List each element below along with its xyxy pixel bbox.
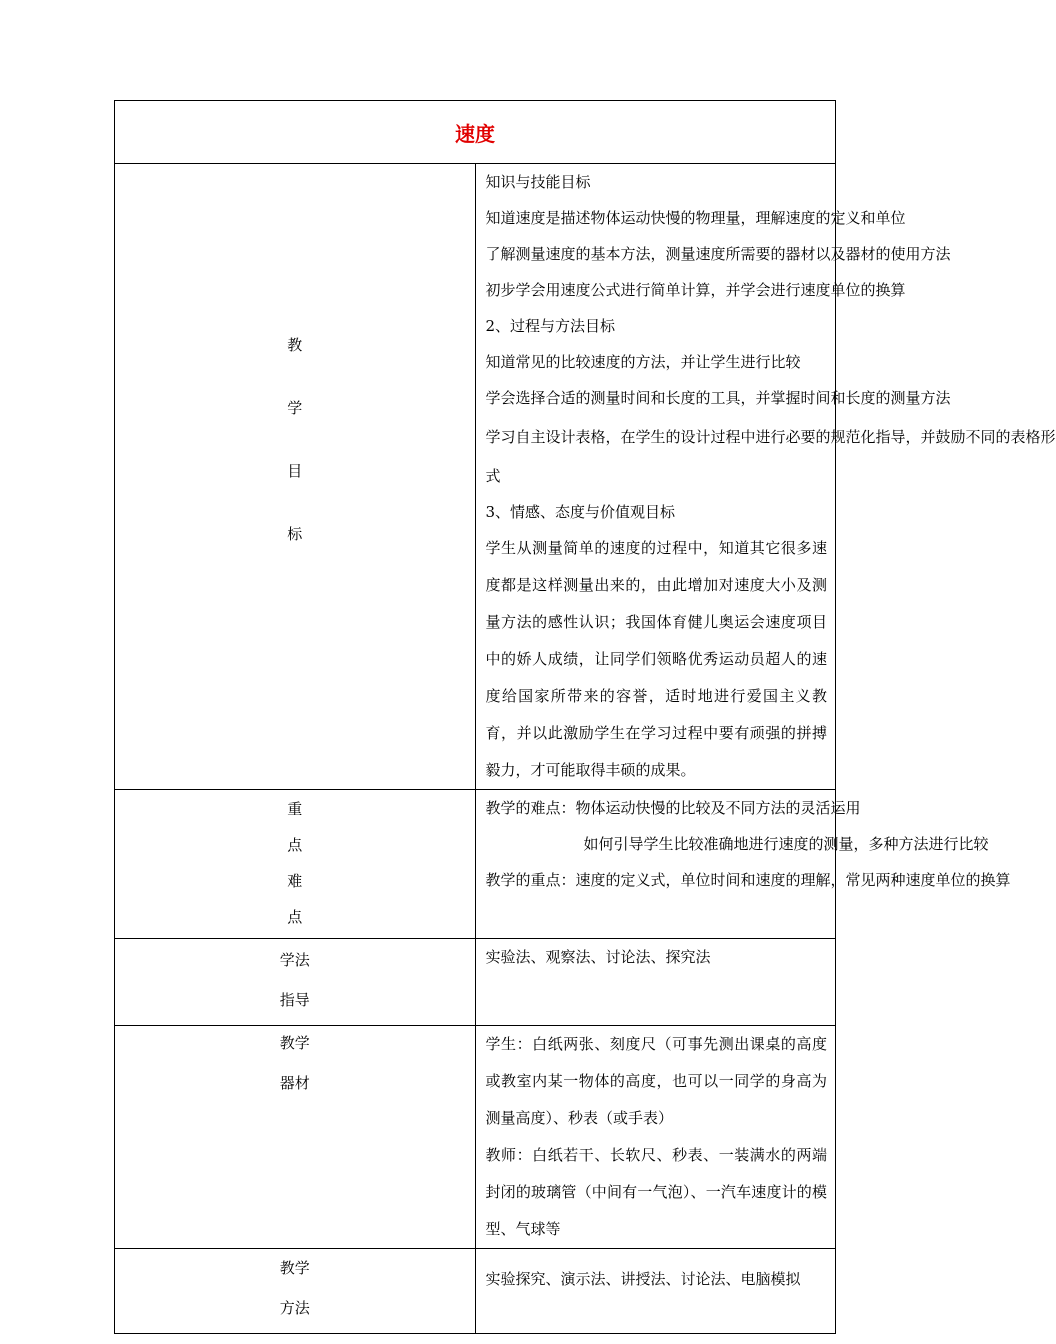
objective-paragraph: 学生从测量简单的速度的过程中，知道其它很多速度都是这样测量出来的，由此增加对速度大小及测量方法的感性认识；我国体育健儿奥运会速度项目中的娇人成绩，让同学们领略优秀运动员超人的速度给国家所带来的容誉，适时地进行爱国主义教育，并以此激励学生在学习过程中要有顽强的拼搏毅力，才可能取得丰硕的成果。 bbox=[485, 539, 827, 779]
objective-line: 知道常见的比较速度的方法，并让学生进行比较 bbox=[485, 353, 801, 371]
key-points-label-char: 点 bbox=[287, 908, 303, 926]
objective-line: 知识与技能目标 bbox=[485, 173, 591, 191]
equipment-student-text: 学生：白纸两张、刻度尺（可事先测出课桌的高度或教室内某一物体的高度，也可以一同学的身高为测量高度）、秒表（或手表） bbox=[485, 1035, 827, 1127]
methods-label bbox=[115, 1249, 476, 1334]
objective-line: 了解测量速度的基本方法，测量速度所需要的器材以及器材的使用方法 bbox=[485, 245, 951, 263]
key-points-row bbox=[115, 790, 836, 939]
key-points-label-char: 点 bbox=[287, 836, 303, 854]
objectives-content bbox=[475, 164, 1056, 790]
objectives-label-char: 目 bbox=[287, 462, 303, 480]
methods-row bbox=[115, 1249, 836, 1334]
lesson-plan-table bbox=[114, 100, 1056, 1334]
learning-guide-content bbox=[475, 939, 836, 1026]
key-points-label-char: 难 bbox=[287, 872, 303, 890]
objective-line: 3、情感、态度与价值观目标 bbox=[485, 503, 676, 521]
equipment-teacher-text: 教师：白纸若干、长软尺、秒表、一装满水的两端封闭的玻璃管（中间有一气泡）、一汽车速度计的模型、气球等 bbox=[485, 1146, 827, 1238]
learning-guide-label-line: 学法 bbox=[279, 951, 310, 969]
equipment-content bbox=[475, 1026, 836, 1249]
equipment-row bbox=[115, 1026, 836, 1249]
key-difficulty-line-2: 如何引导学生比较准确地进行速度的测量，多种方法进行比较 bbox=[583, 835, 989, 853]
objective-line: 学会选择合适的测量时间和长度的工具，并掌握时间和长度的测量方法 bbox=[485, 389, 951, 407]
learning-guide-label-line: 指导 bbox=[279, 991, 310, 1009]
objectives-label-char: 学 bbox=[287, 399, 303, 417]
equipment-label-line: 教学 bbox=[279, 1034, 310, 1052]
learning-guide-text: 实验法、观察法、讨论法、探究法 bbox=[485, 948, 711, 966]
objective-line: 式 bbox=[485, 467, 501, 485]
objectives-row bbox=[115, 164, 836, 790]
page-title: 速度 bbox=[455, 121, 495, 146]
key-points-label-char: 重 bbox=[287, 800, 303, 818]
objectives-label-char: 教 bbox=[287, 336, 303, 354]
learning-guide-label bbox=[115, 939, 476, 1026]
key-points-content bbox=[475, 790, 1011, 939]
objective-line: 学习自主设计表格，在学生的设计过程中进行必要的规范化指导，并鼓励不同的表格形 bbox=[485, 428, 1056, 446]
objectives-label-char: 标 bbox=[287, 525, 303, 543]
equipment-label-line: 器材 bbox=[279, 1074, 310, 1092]
methods-content bbox=[475, 1249, 836, 1334]
objective-line: 2、过程与方法目标 bbox=[485, 317, 616, 335]
objectives-label bbox=[115, 164, 476, 790]
learning-guide-row bbox=[115, 939, 836, 1026]
objective-line: 初步学会用速度公式进行简单计算，并学会进行速度单位的换算 bbox=[485, 281, 906, 299]
title-cell bbox=[115, 101, 836, 164]
methods-label-line: 教学 bbox=[279, 1259, 310, 1277]
methods-label-line: 方法 bbox=[279, 1299, 310, 1317]
key-difficulty-line: 教学的难点：物体运动快慢的比较及不同方法的灵活运用 bbox=[485, 799, 861, 817]
key-points-label bbox=[115, 790, 476, 939]
equipment-label bbox=[115, 1026, 476, 1249]
methods-text: 实验探究、演示法、讲授法、讨论法、电脑模拟 bbox=[485, 1270, 801, 1288]
key-focus-line: 教学的重点：速度的定义式，单位时间和速度的理解，常见两种速度单位的换算 bbox=[485, 871, 1011, 889]
objective-line: 知道速度是描述物体运动快慢的物理量，理解速度的定义和单位 bbox=[485, 209, 906, 227]
